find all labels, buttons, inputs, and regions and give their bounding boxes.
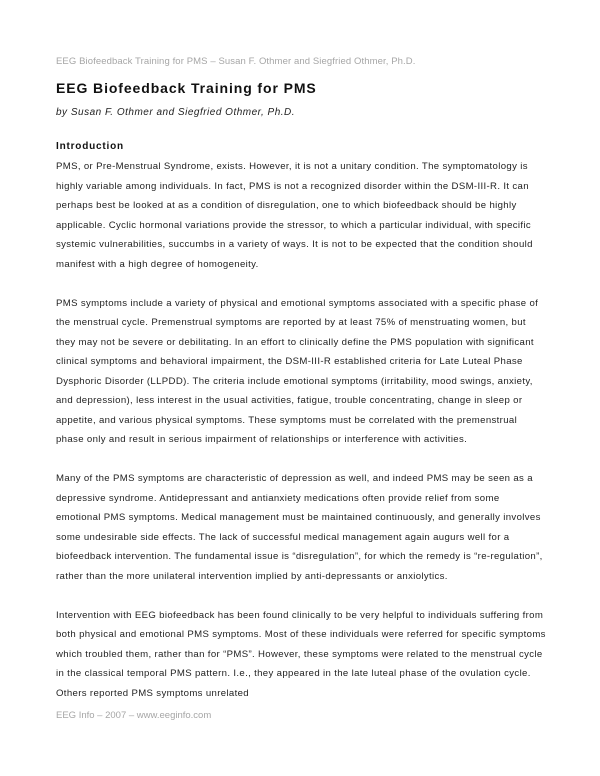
paragraph-1: PMS, or Pre-Menstrual Syndrome, exists. However, it is not a unitary condition. The symptomatology is highly variable among individuals. In fact, PMS is not a recognized disorder within the DSM-III-R. It can perhaps best be looked at as a condition of disregulation, one to which biofeedback should be highly applicable. Cyclic hormonal variations provide the stressor, to which a particular individual, with specific systemic vulnerabilities, succumbs in a variety of ways. It is not to be expected that the condition should manifest with a high degree of homogeneity.	[56, 161, 533, 270]
paragraph-4: Intervention with EEG biofeedback has been found clinically to be very helpful to individuals suffering from both physical and emotional PMS symptoms. Most of these individuals were referred for specific symptoms which troubled them, rather than for “PMS”. However, these symptoms were related to the menstrual cycle in the classical temporal PMS pattern. I.e., they appeared in the late luteal phase of the ovulation cycle. Others reported PMS symptoms unrelated	[56, 609, 546, 699]
running-footer: EEG Info – 2007 – www.eeginfo.com	[56, 710, 212, 721]
document-title: EEG Biofeedback Training for PMS	[56, 80, 317, 96]
paragraph-3: Many of the PMS symptoms are characteristic of depression as well, and indeed PMS may be seen as a depressive syndrome. Antidepressant and antianxiety medications often provide relief from some emotional PMS symptoms. Medical management must be maintained continuously, and generally involves some undesirable side effects. The lack of successful medical management again augurs well for a biofeedback intervention. The fundamental issue is “disregulation”, for which the remedy is “re-regulation”, rather than the more unilateral intervention implied by anti-depressants or anxiolytics.	[56, 473, 543, 582]
author-byline: by Susan F. Othmer and Siegfried Othmer, Ph.D.	[56, 107, 296, 118]
paragraph-2: PMS symptoms include a variety of physical and emotional symptoms associated with a specific phase of the menstrual cycle. Premenstrual symptoms are reported by at least 75% of menstruating women, but they may not be severe or debilitating. In an effort to clinically define the PMS population with significant clinical symptoms and behavioral impairment, the DSM-III-R established criteria for Late Luteal Phase Dysphoric Disorder (LLPDD). The criteria include emotional symptoms (irritability, mood swings, anxiety, and depression), less interest in the usual activities, fatigue, trouble concentrating, change in sleep or appetite, and various physical symptoms. These symptoms must be correlated with the premenstrual phase only and result in serious impairment of relationships or interference with activities.	[56, 297, 539, 445]
running-header: EEG Biofeedback Training for PMS – Susan F. Othmer and Siegfried Othmer, Ph.D.	[56, 56, 416, 67]
document-body	[56, 157, 546, 703]
section-heading-introduction: Introduction	[56, 141, 124, 152]
